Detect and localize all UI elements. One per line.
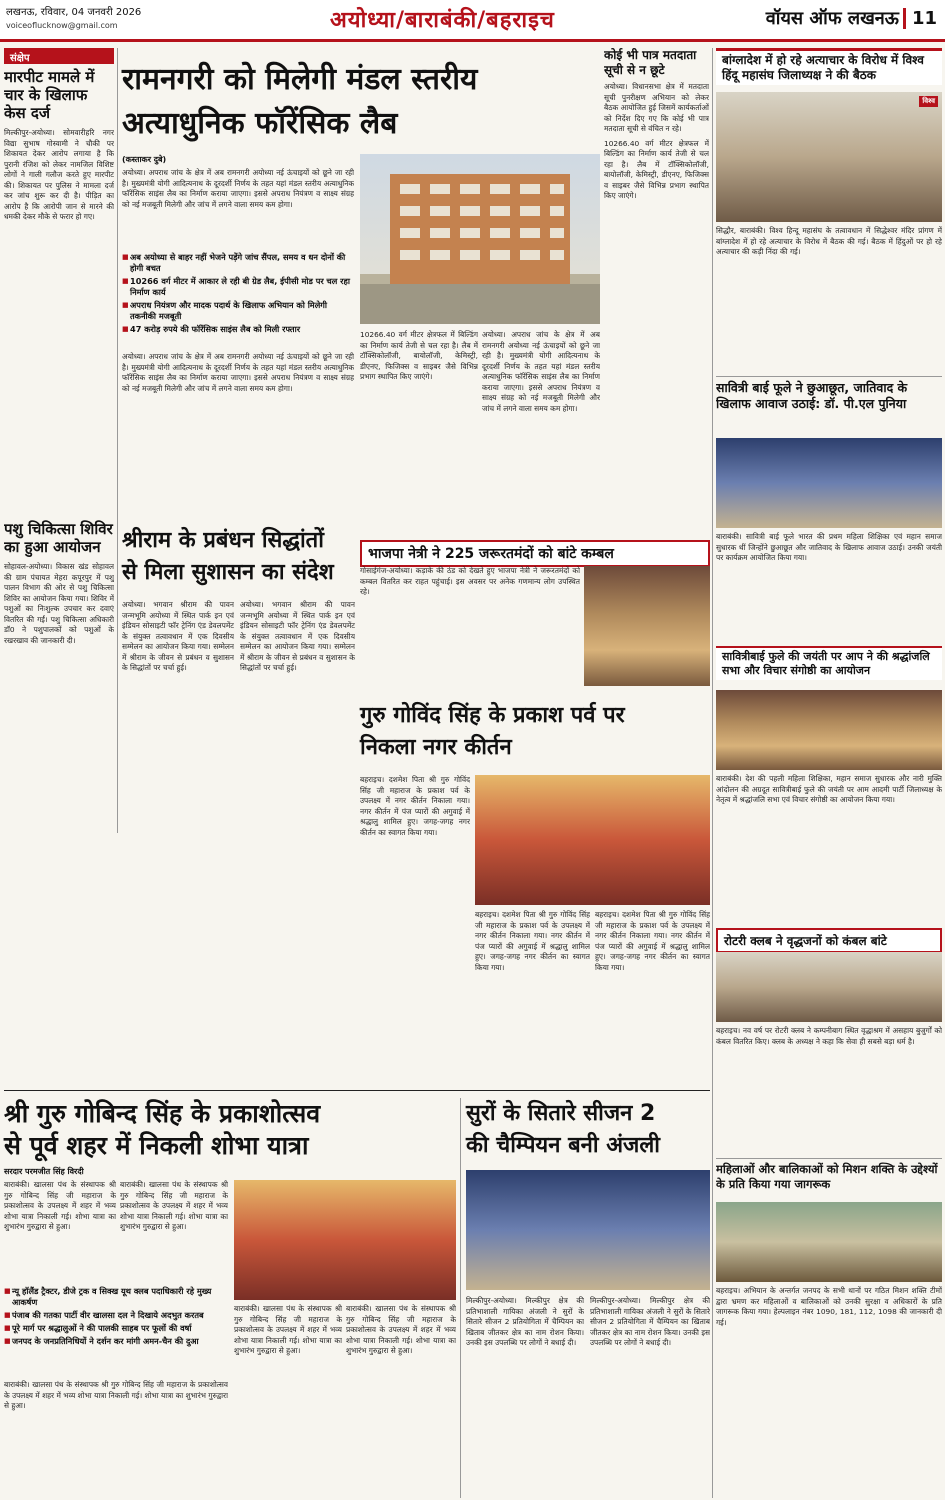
- shobha-highlight-3: ■ पूरे मार्ग पर श्रद्धालुओं ने की पालकी साहब पर फूलों की वर्षा: [4, 1323, 228, 1334]
- section-title: अयोध्या/बाराबंकी/बहराइच: [330, 8, 555, 33]
- lead-headline-line-2: अत्याधुनिक फॉरेंसिक लैब: [122, 106, 398, 141]
- shobha-yatra-headline-line-1: श्री गुरु गोबिन्द सिंह के प्रकाशोत्सव: [4, 1099, 321, 1128]
- shobha-highlight-4: ■ जनपद के जनप्रतिनिधियों ने दर्शन कर मांगी अमन-चैन की दुआ: [4, 1336, 228, 1347]
- lead-headline[interactable]: [122, 58, 602, 146]
- lead-body-continued: अयोध्या। अपराध जांच के क्षेत्र में अब रामनगरी अयोध्या नई ऊंचाइयों को छूने जा रही है। मुख्यमंत्री योगी आदित्यनाथ के दूरदर्शी निर्णय के तहत यहां मंडल स्तरीय अत्याधुनिक फॉरेंसिक साइंस लैब का निर्माण कराया जाएगा। इससे अपराध नियंत्रण व साक्ष्य संग्रह को नई मजबूती मिलेगी और जांच में लगने वाला समय कम होगा।: [122, 352, 354, 393]
- column-divider-right: [712, 48, 713, 1498]
- guru-kirtan-photo[interactable]: [475, 775, 710, 905]
- shobha-yatra-body-col-1: बाराबंकी। खालसा पंथ के संस्थापक श्री गुरु गोबिन्द सिंह जी महाराज के प्रकाशोत्सव के उपलक्ष्य में शहर में भव्य शोभा यात्रा निकाली गई। शोभा यात्रा का शुभारंभ गुरुद्वारा से हुआ।: [4, 1180, 116, 1231]
- shriram-headline-line-1: श्रीराम के प्रबंधन सिद्धांतों: [122, 528, 324, 553]
- shobha-yatra-highlights: [4, 1286, 228, 1349]
- suron-headline-line-1: सुरों के सितारे सीजन 2: [466, 1101, 656, 1126]
- lead-headline-line-1: रामनगरी को मिलेगी मंडल स्तरीय: [122, 62, 478, 97]
- shobha-highlight-1: ■ न्यू हॉलैंड ट्रैक्टर, डीजे ट्रक व सिक्ख यूथ क्लब पदाधिकारी रहे मुख्य आकर्षण: [4, 1286, 228, 1308]
- guru-kirtan-headline-line-1: गुरु गोविंद सिंह के प्रकाश पर्व पर: [360, 703, 625, 728]
- dateline: लखनऊ, रविवार, 04 जनवरी 2026: [6, 7, 142, 18]
- guru-kirtan-body-col-2: बहराइच। दशमेश पिता श्री गुरु गोविंद सिंह जी महाराज के प्रकाश पर्व के उपलक्ष्य में नगर कीर्तन निकाला गया। नगर कीर्तन में पंज प्यारों की अगुवाई में श्रद्धालु शामिल हुए। जगह-जगह नगर कीर्तन का स्वागत किया गया।: [475, 910, 590, 972]
- brief-story-1-headline[interactable]: मारपीट मामले में चार के खिलाफ केस दर्ज: [4, 68, 95, 122]
- voter-list-story: [604, 48, 709, 538]
- bottom-divider: [4, 1090, 710, 1091]
- brand-name: वॉयस ऑफ लखनऊ: [765, 8, 899, 29]
- shobha-yatra-headline-line-2: से पूर्व शहर में निकली शोभा यात्रा: [4, 1131, 309, 1160]
- savitri-1-body: बाराबंकी। सावित्री बाई फूले भारत की प्रथम महिला शिक्षिका एवं महान समाज सुधारक थीं जिन्होंने छुआछूत और जातिवाद के खिलाफ आवाज उठाई। उनकी जयंती पर कार्यक्रम आयोजित किया गया।: [716, 532, 942, 562]
- suron-headline-line-2: की चैम्पियन बनी अंजली: [466, 1133, 660, 1158]
- shobha-yatra-body-col-5: बाराबंकी। खालसा पंथ के संस्थापक श्री गुरु गोबिन्द सिंह जी महाराज के प्रकाशोत्सव के उपलक्ष्य में शहर में भव्य शोभा यात्रा निकाली गई। शोभा यात्रा का शुभारंभ गुरुद्वारा से हुआ।: [346, 1304, 456, 1355]
- lead-highlight-1: ■ अब अयोध्या से बाहर नहीं भेजने पड़ेंगे जांच सैंपल, समय व धन दोनों की होगी बचत: [122, 252, 354, 274]
- brief-label: संक्षेप: [4, 48, 114, 64]
- brief-story-2-headline[interactable]: पशु चिकित्सा शिविर का हुआ आयोजन: [4, 520, 113, 556]
- column-divider-bottom: [460, 1098, 461, 1498]
- suron-body-col-2: मिल्कीपुर-अयोध्या। मिल्कीपुर क्षेत्र की प्रतिभाशाली गायिका अंजली ने सुरों के सितारे सीजन 2 प्रतियोगिता में चैम्पियन का खिताब जीतकर क्षेत्र का नाम रोशन किया। उनकी इस उपलब्धि पर लोगों ने बधाई दी।: [590, 1296, 710, 1347]
- shriram-body-col-2: अयोध्या। भगवान श्रीराम की पावन जन्मभूमि अयोध्या में स्थित पार्क इन एवं इंडियन सोसाइटी फॉर ट्रेनिंग एंड डेवलपमेंट के संयुक्त तत्वावधान में एक दिवसीय सम्मेलन का आयोजन किया गया। सम्मेलन में श्रीराम के जीवन से प्रबंधन व सुशासन के सिद्धांतों पर चर्चा हुई।: [240, 600, 355, 672]
- savitri-2-body: बाराबंकी। देश की पहली महिला शिक्षिका, महान समाज सुधारक और नारी मुक्ति आंदोलन की अग्रदूत सावित्रीबाई फुले की जयंती पर आम आदमी पार्टी जिलाध्यक्ष के नेतृत्व में श्रद्धांजलि सभा एवं विचार संगोष्ठी का आयोजन किया गया।: [716, 774, 942, 804]
- brand-block: [766, 6, 937, 30]
- suron-body-col-1: मिल्कीपुर-अयोध्या। मिल्कीपुर क्षेत्र की प्रतिभाशाली गायिका अंजली ने सुरों के सितारे सीजन 2 प्रतियोगिता में चैम्पियन का खिताब जीतकर क्षेत्र का नाम रोशन किया। उनकी इस उपलब्धि पर लोगों ने बधाई दी।: [466, 1296, 584, 1347]
- masthead: [0, 0, 945, 42]
- lead-photo-forensic-lab-building[interactable]: [360, 154, 600, 324]
- bjp-blanket-body: गोसाईगंज-अयोध्या। कड़ाके की ठंड को देखते हुए भाजपा नेत्री ने जरूरतमंदों को कम्बल वितरित कर राहत पहुंचाई। इस अवसर पर अनेक गणमान्य लोग उपस्थित रहे।: [360, 566, 580, 596]
- savitri-2-headline[interactable]: सावित्रीबाई फुले की जयंती पर आप ने की श्रद्धांजलि सभा और विचार संगोष्ठी का आयोजन: [716, 646, 942, 680]
- lead-highlight-2: ■ 10266 वर्ग मीटर में आकार ले रही बी ग्रेड लैब, ईपीसी मोड पर चल रहा निर्माण कार्य: [122, 276, 354, 298]
- guru-kirtan-headline[interactable]: [360, 700, 710, 764]
- lead-highlights: [122, 252, 354, 337]
- lead-highlight-4: ■ 47 करोड़ रुपये की फॉरेंसिक साइंस लैब को मिली रफ्तार: [122, 324, 354, 335]
- shobha-yatra-body-col-4: बाराबंकी। खालसा पंथ के संस्थापक श्री गुरु गोबिन्द सिंह जी महाराज के प्रकाशोत्सव के उपलक्ष्य में शहर में भव्य शोभा यात्रा निकाली गई। शोभा यात्रा का शुभारंभ गुरुद्वारा से हुआ।: [234, 1304, 342, 1355]
- brief-story-2-body: सोहावल-अयोध्या। विकास खंड सोहावल की ग्राम पंचायत मेहरा कपूरपुर में पशु पालन विभाग की ओर से पशु चिकित्सा शिविर का आयोजन किया गया। शिविर में पशुओं का निःशुल्क उपचार कर दवाएं वितरित की गईं। पशु चिकित्सा अधिकारी डॉ0 ने पशुपालकों को पशुओं के रखरखाव की जानकारी दी।: [4, 562, 114, 645]
- shriram-headline-line-2: से मिला सुशासन का संदेश: [122, 560, 334, 585]
- shobha-yatra-photo[interactable]: [234, 1180, 456, 1300]
- shobha-yatra-byline: सरदार परमजीत सिंह विरदी: [4, 1167, 84, 1176]
- brief-story-1: [4, 68, 114, 508]
- brief-story-1-body: मिल्कीपुर-अयोध्या। सोमवारीहरि नगर विद्या सुभाष गोस्वामी ने चौकी पर शिकायत देकर आरोप लगाया है कि पुरानी रंजिश को लेकर नामजिल विशिष्ट लोगों ने गाली गलौज करते हुए मारपीट की। शिकायत पर पुलिस ने मामला दर्ज कर जांच शुरू कर दी है। पीड़ित का आरोप है कि आरोपी जान से मारने की धमकी देकर मौके से फरार हो गए।: [4, 128, 114, 221]
- building-illustration: [360, 154, 600, 324]
- guru-kirtan-body-col-3: बहराइच। दशमेश पिता श्री गुरु गोविंद सिंह जी महाराज के प्रकाश पर्व के उपलक्ष्य में नगर कीर्तन निकाला गया। नगर कीर्तन में पंज प्यारों की अगुवाई में श्रद्धालु शामिल हुए। जगह-जगह नगर कीर्तन का स्वागत किया गया।: [595, 910, 710, 972]
- guru-kirtan-headline-line-2: निकला नगर कीर्तन: [360, 735, 512, 760]
- voter-list-body: अयोध्या। विधानसभा क्षेत्र में मतदाता सूची पुनरीक्षण अभियान को लेकर बैठक आयोजित हुई जिसमें कार्यकर्ताओं को निर्देश दिए गए कि कोई भी पात्र मतदाता सूची से वंचित न रहे।: [604, 82, 709, 133]
- shobha-yatra-body-col-2: बाराबंकी। खालसा पंथ के संस्थापक श्री गुरु गोबिन्द सिंह जी महाराज के प्रकाशोत्सव के उपलक्ष्य में शहर में भव्य शोभा यात्रा निकाली गई। शोभा यात्रा का शुभारंभ गुरुद्वारा से हुआ।: [120, 1180, 228, 1231]
- lead-body-col-3: 10266.40 वर्ग मीटर क्षेत्रफल में बिल्डिंग का निर्माण कार्य तेजी से चल रहा है। लैब में टॉक्सिकोलॉजी, बायोलॉजी, केमिस्ट्री, डीएनए, फिजिक्स व साइबर जैसे विभिन्न प्रभाग स्थापित किए जाएंगे।: [360, 330, 478, 381]
- rotary-body: बहराइच। नव वर्ष पर रोटरी क्लब ने कम्पनीबाग स्थित वृद्धाश्रम में असहाय बुजुर्गों को कंबल वितरित किए। क्लब के अध्यक्ष ने कहा कि सेवा ही सबसे बड़ा धर्म है।: [716, 1026, 942, 1046]
- rotary-photo[interactable]: [716, 952, 942, 1022]
- page-number: 11: [903, 8, 937, 29]
- section-divider: [716, 376, 942, 377]
- brief-story-2: [4, 520, 114, 830]
- bangladesh-headline[interactable]: बांग्लादेश में हो रहे अत्याचार के विरोध में विश्व हिंदू महासंघ जिलाध्यक्ष ने की बैठक: [716, 48, 942, 85]
- bjp-blanket-photo[interactable]: [584, 566, 710, 686]
- shobha-yatra-headline[interactable]: [4, 1098, 456, 1162]
- savitri-1-photo[interactable]: [716, 438, 942, 528]
- bangladesh-photo-banner: विश्व: [919, 96, 938, 107]
- bjp-blanket-headline[interactable]: भाजपा नेत्री ने 225 जरूरतमंदों को बांटे कम्बल: [360, 540, 710, 567]
- mahila-photo[interactable]: [716, 1202, 942, 1282]
- lead-highlight-3: ■ अपराध नियंत्रण और मादक पदार्थ के खिलाफ अभियान को मिलेगी तकनीकी मजबूती: [122, 300, 354, 322]
- voter-list-headline[interactable]: कोई भी पात्र मतदाता सूची से न छूटे: [604, 48, 697, 77]
- savitri-1-headline-block: [716, 380, 942, 440]
- shriram-headline[interactable]: [122, 525, 357, 589]
- column-divider: [117, 48, 118, 833]
- rotary-headline[interactable]: रोटरी क्लब ने वृद्धजनों को कंबल बांटे: [716, 928, 942, 953]
- lead-body: अयोध्या। अपराध जांच के क्षेत्र में अब रामनगरी अयोध्या नई ऊंचाइयों को छूने जा रही है। मुख्यमंत्री योगी आदित्यनाथ के दूरदर्शी निर्णय के तहत यहां मंडल स्तरीय अत्याधुनिक फॉरेंसिक साइंस लैब का निर्माण कराया जाएगा। इससे अपराध नियंत्रण व साक्ष्य संग्रह को नई मजबूती मिलेगी और जांच में लगने वाला समय कम होगा।: [122, 168, 354, 209]
- dateline-block: [6, 6, 141, 32]
- suron-headline[interactable]: [466, 1098, 710, 1162]
- bangladesh-photo[interactable]: [716, 92, 942, 222]
- lead-byline: (कस्ताकर दुबे): [122, 155, 167, 164]
- section-divider-2: [716, 1158, 942, 1159]
- suron-photo[interactable]: [466, 1170, 710, 1290]
- mahila-body: बहराइच। अभियान के अन्तर्गत जनपद के सभी थानों पर गठित मिशन शक्ति टीमों द्वारा भ्रमण कर महिलाओं व बालिकाओं को उनकी सुरक्षा व अधिकारों के प्रति जागरूक किया गया। हेल्पलाइन नंबर 1090, 181, 112, 1098 की जानकारी दी गई।: [716, 1286, 942, 1327]
- bangladesh-body: सिद्धौर, बाराबंकी। विश्व हिन्दू महासंघ के तत्वावधान में सिद्धेश्वर मंदिर प्रांगण में बांग्लादेश में हो रहे अत्याचार के विरोध में बैठक की गई। बैठक में हिंदुओं पर हो रहे अत्याचार की कड़ी निंदा की गई।: [716, 226, 942, 256]
- mahila-headline[interactable]: महिलाओं और बालिकाओं को मिशन शक्ति के उद्देश्यों के प्रति किया गया जागरूक: [716, 1162, 938, 1191]
- contact-email[interactable]: voiceoflucknow@gmail.com: [6, 21, 118, 30]
- savitri-2-photo[interactable]: [716, 690, 942, 770]
- mahila-headline-block: [716, 1162, 942, 1202]
- voter-list-body-continued: 10266.40 वर्ग मीटर क्षेत्रफल में बिल्डिंग का निर्माण कार्य तेजी से चल रहा है। लैब में टॉक्सिकोलॉजी, बायोलॉजी, केमिस्ट्री, डीएनए, फिजिक्स व साइबर जैसे विभिन्न प्रभाग स्थापित किए जाएंगे।: [604, 138, 709, 200]
- lead-body-col-4: अयोध्या। अपराध जांच के क्षेत्र में अब रामनगरी अयोध्या नई ऊंचाइयों को छूने जा रही है। मुख्यमंत्री योगी आदित्यनाथ के दूरदर्शी निर्णय के तहत यहां मंडल स्तरीय अत्याधुनिक फॉरेंसिक साइंस लैब का निर्माण कराया जाएगा। इससे अपराध नियंत्रण व साक्ष्य संग्रह को नई मजबूती मिलेगी और जांच में लगने वाला समय कम होगा।: [482, 330, 600, 413]
- shobha-yatra-body-col-3: बाराबंकी। खालसा पंथ के संस्थापक श्री गुरु गोबिन्द सिंह जी महाराज के प्रकाशोत्सव के उपलक्ष्य में शहर में भव्य शोभा यात्रा निकाली गई। शोभा यात्रा का शुभारंभ गुरुद्वारा से हुआ।: [4, 1380, 228, 1410]
- shobha-highlight-2: ■ पंजाब की गतका पार्टी वीर खालसा दल ने दिखाये अदभुत करतब: [4, 1310, 228, 1321]
- guru-kirtan-body: बहराइच। दशमेश पिता श्री गुरु गोविंद सिंह जी महाराज के प्रकाश पर्व के उपलक्ष्य में नगर कीर्तन निकाला गया। नगर कीर्तन में पंज प्यारों की अगुवाई में श्रद्धालु शामिल हुए। जगह-जगह नगर कीर्तन का स्वागत किया गया।: [360, 775, 470, 837]
- savitri-1-headline[interactable]: सावित्री बाई फूले ने छुआछूत, जातिवाद के खिलाफ आवाज उठाई: डॉ. पी.एल पुनिया: [716, 380, 908, 411]
- shriram-body-col-1: अयोध्या। भगवान श्रीराम की पावन जन्मभूमि अयोध्या में स्थित पार्क इन एवं इंडियन सोसाइटी फॉर ट्रेनिंग एंड डेवलपमेंट के संयुक्त तत्वावधान में एक दिवसीय सम्मेलन का आयोजन किया गया। सम्मेलन में श्रीराम के जीवन से प्रबंधन व सुशासन के सिद्धांतों पर चर्चा हुई।: [122, 600, 234, 672]
